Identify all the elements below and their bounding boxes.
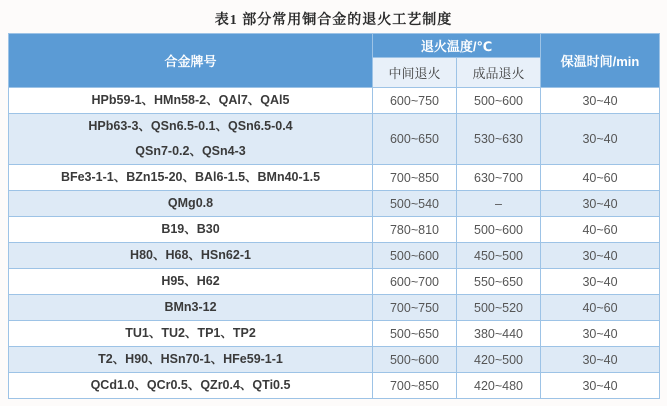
intermediate-temp-cell: 780~810 [373,217,457,243]
alloy-grade-cell: H95、H62 [9,269,373,295]
finished-temp-cell: 500~520 [457,295,541,321]
alloy-grade-cell: H80、H68、HSn62-1 [9,243,373,269]
table-header [9,34,660,88]
hold-time-cell: 40~60 [541,217,660,243]
intermediate-temp-cell: 600~750 [373,88,457,114]
intermediate-temp-cell: 700~750 [373,295,457,321]
hold-time-cell: 30~40 [541,88,660,114]
table-row [9,114,660,165]
table-row [9,88,660,114]
table-row [9,373,660,399]
finished-temp-cell: 630~700 [457,165,541,191]
col-header-finished: 成品退火 [457,58,541,88]
alloy-grade-cell: BMn3-12 [9,295,373,321]
hold-time-cell: 30~40 [541,269,660,295]
intermediate-temp-cell: 600~700 [373,269,457,295]
finished-temp-cell: – [457,191,541,217]
intermediate-temp-cell: 500~600 [373,243,457,269]
annealing-table-container [8,33,659,399]
header-row-main [9,34,660,58]
table-row [9,269,660,295]
annealing-table [8,33,660,399]
col-header-alloy: 合金牌号 [9,34,373,88]
alloy-grade-cell: TU1、TU2、TP1、TP2 [9,321,373,347]
table-body [9,88,660,399]
hold-time-cell: 30~40 [541,321,660,347]
table-row [9,191,660,217]
hold-time-cell: 30~40 [541,191,660,217]
finished-temp-cell: 530~630 [457,114,541,165]
intermediate-temp-cell: 500~650 [373,321,457,347]
finished-temp-cell: 500~600 [457,217,541,243]
hold-time-cell: 30~40 [541,347,660,373]
finished-temp-cell: 420~480 [457,373,541,399]
table-caption: 表1 部分常用铜合金的退火工艺制度 [214,13,453,28]
intermediate-temp-cell: 500~600 [373,347,457,373]
table-row [9,347,660,373]
table-row [9,165,660,191]
intermediate-temp-cell: 700~850 [373,373,457,399]
finished-temp-cell: 550~650 [457,269,541,295]
hold-time-cell: 30~40 [541,114,660,165]
finished-temp-cell: 500~600 [457,88,541,114]
table-row [9,295,660,321]
alloy-grade-cell: QCd1.0、QCr0.5、QZr0.4、QTi0.5 [9,373,373,399]
alloy-grade-cell: QMg0.8 [9,191,373,217]
hold-time-cell: 30~40 [541,243,660,269]
alloy-grade-cell: T2、H90、HSn70-1、HFe59-1-1 [9,347,373,373]
col-header-temp-group: 退火温度/℃ [373,34,541,58]
finished-temp-cell: 420~500 [457,347,541,373]
table-row [9,243,660,269]
intermediate-temp-cell: 700~850 [373,165,457,191]
intermediate-temp-cell: 600~650 [373,114,457,165]
table-row [9,321,660,347]
hold-time-cell: 40~60 [541,165,660,191]
alloy-grade-cell: HPb59-1、HMn58-2、QAl7、QAl5 [9,88,373,114]
finished-temp-cell: 450~500 [457,243,541,269]
table-row [9,217,660,243]
alloy-grade-cell: BFe3-1-1、BZn15-20、BAl6-1.5、BMn40-1.5 [9,165,373,191]
col-header-hold-time: 保温时间/min [541,34,660,88]
intermediate-temp-cell: 500~540 [373,191,457,217]
hold-time-cell: 30~40 [541,373,660,399]
col-header-intermediate: 中间退火 [373,58,457,88]
alloy-grade-cell: B19、B30 [9,217,373,243]
alloy-grade-cell: HPb63-3、QSn6.5-0.1、QSn6.5-0.4 QSn7-0.2、QSn4-3 [9,114,373,165]
finished-temp-cell: 380~440 [457,321,541,347]
hold-time-cell: 40~60 [541,295,660,321]
